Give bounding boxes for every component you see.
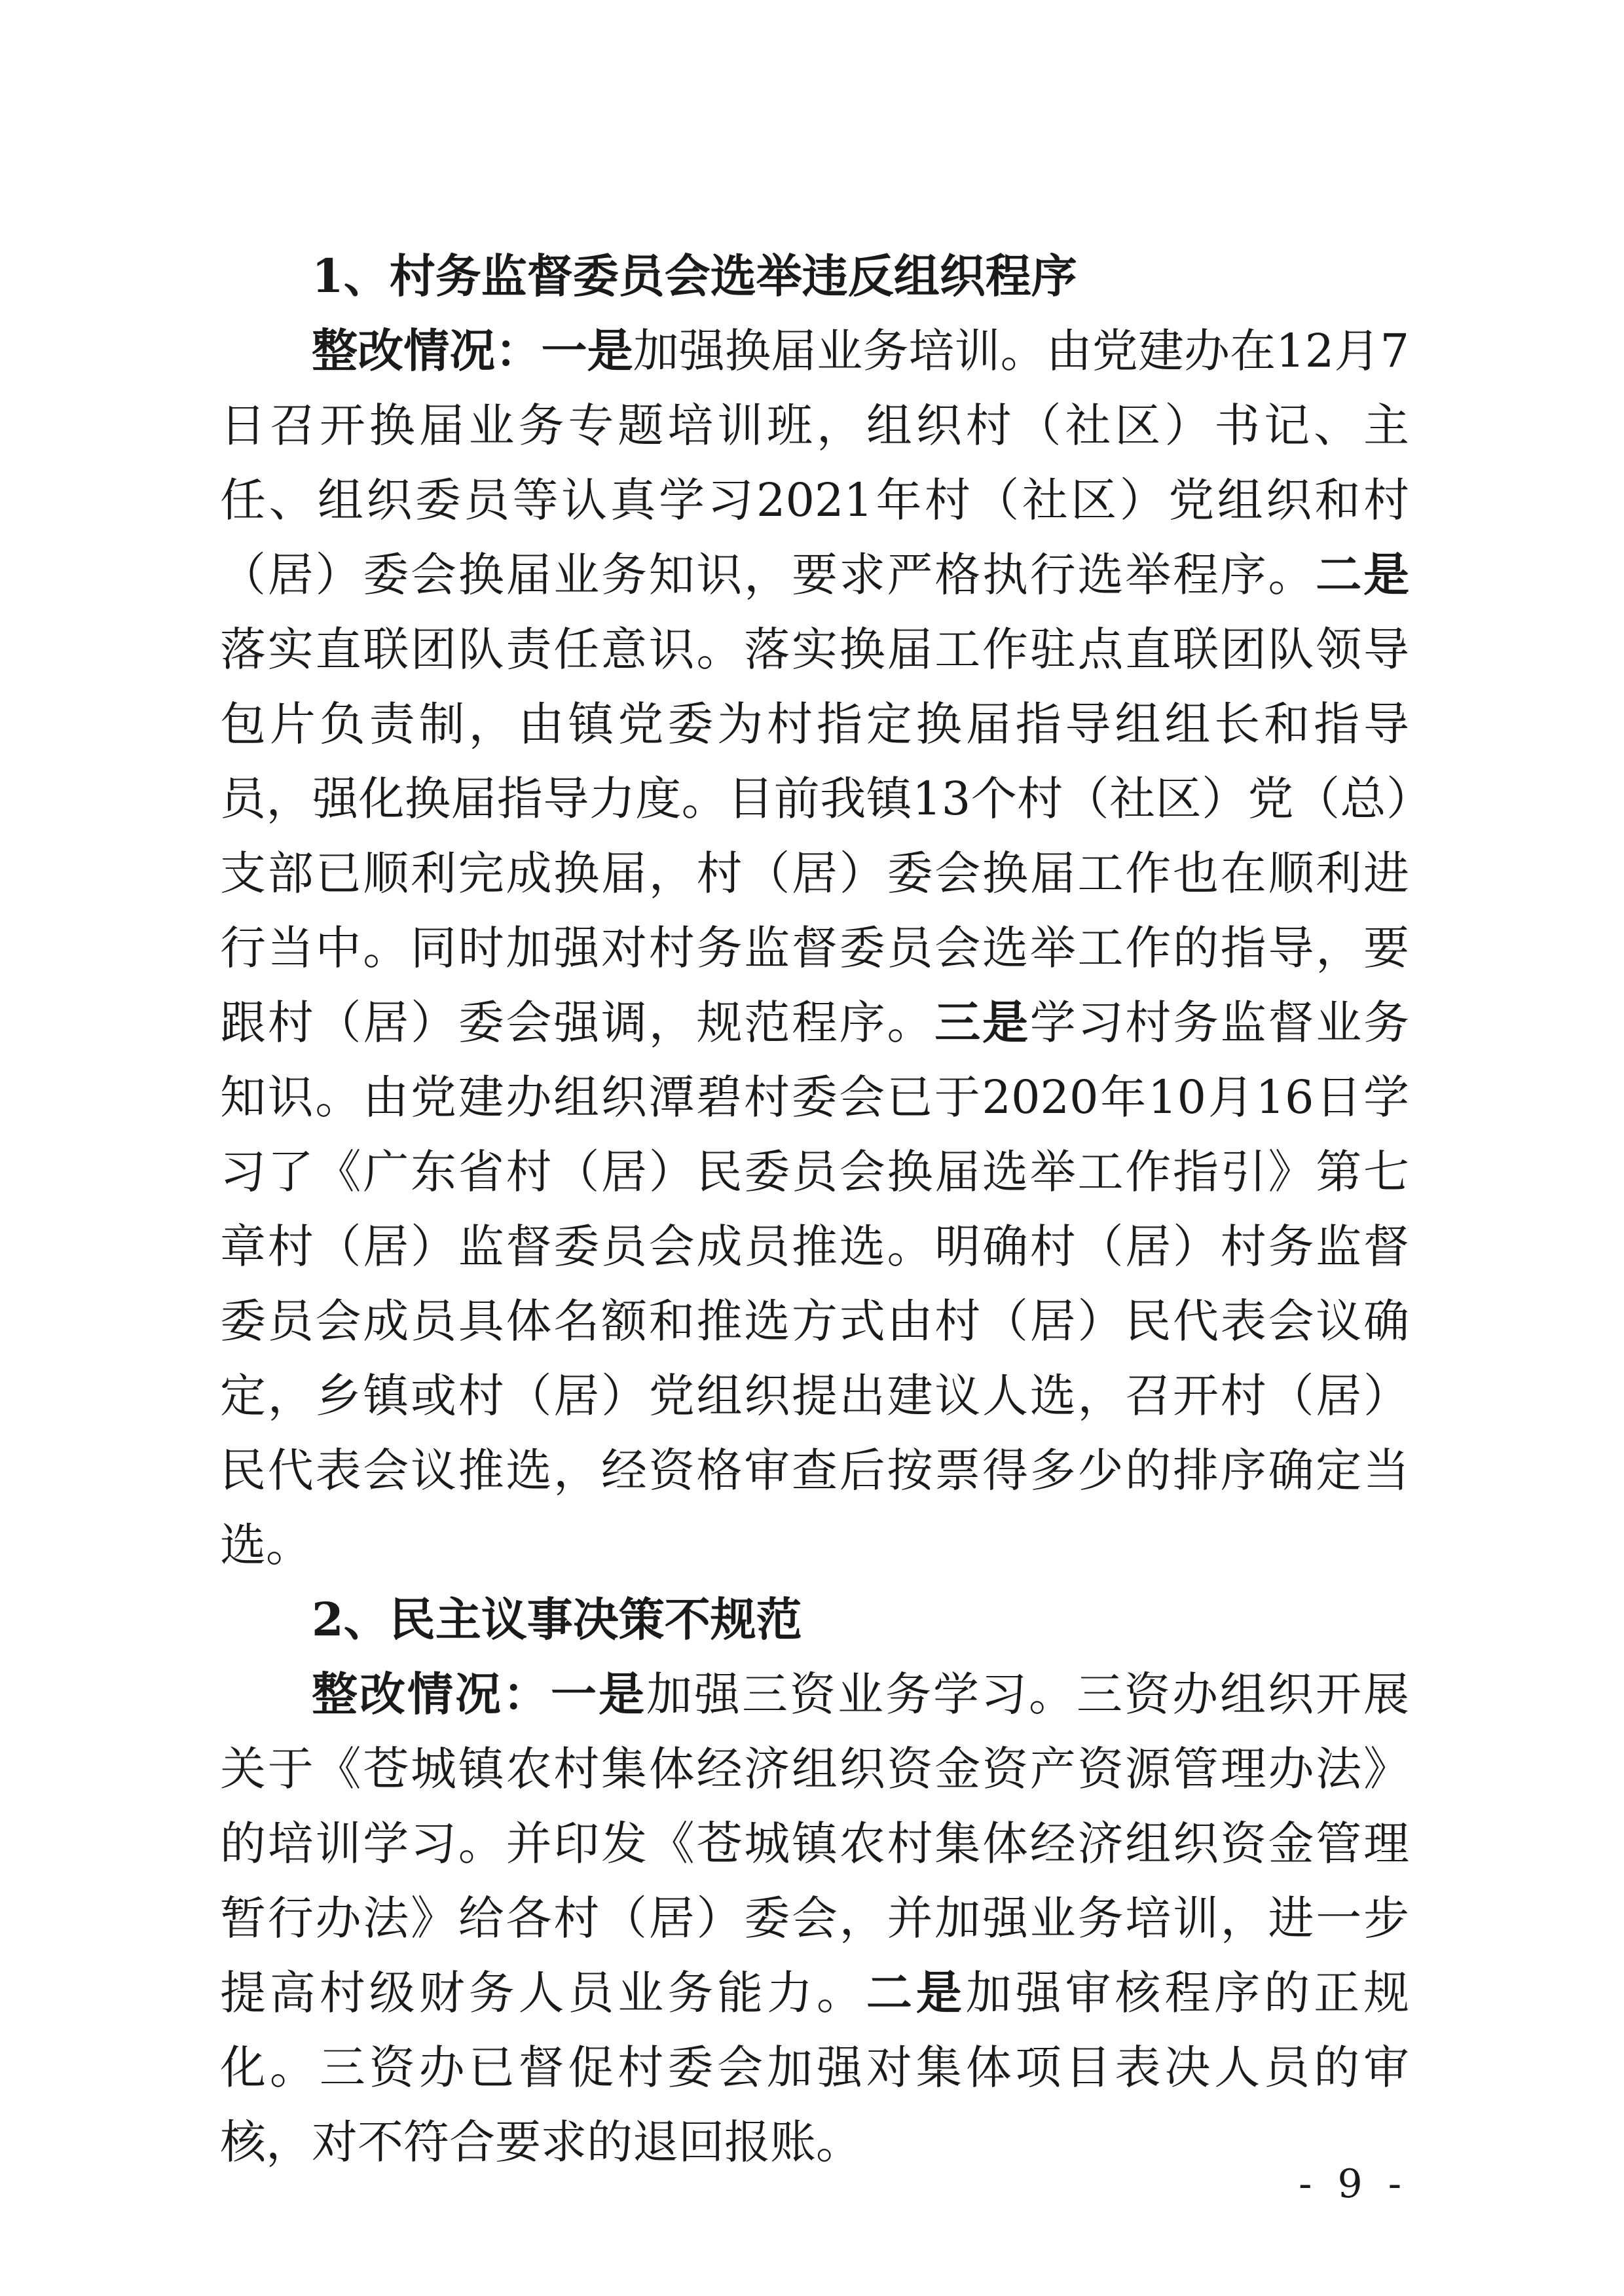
paragraph-text: 加强审核程序的正规化。三资办已督促村委会加强对集体项目表决人员的审核，对不符合要求的退回报账。 <box>220 1966 1410 2169</box>
paragraph-text: 加强换届业务培训。由党建办在12月7日召开换届业务专题培训班，组织村（社区）书记、主任、组织委员等认真学习2021年村（社区）党组织和村（居）委会换届业务知识，要求严格执行选举程序。 <box>220 324 1410 602</box>
section-heading-1: 1、村务监督委员会选举违反组织程序 <box>312 249 1077 303</box>
paragraph-text: 落实直联团队责任意识。落实换届工作驻点直联团队领导包片负责制，由镇党委为村指定换届指导组组长和指导员，强化换届指导力度。目前我镇13个村（社区）党（总）支部已顺利完成换届，村（居）委会换届工作也在顺利进行当中。同时加强对村务监督委员会选举工作的指导，要跟村（居）委会强调，规范程序。 <box>220 623 1409 1049</box>
ordinal-marker: 一是 <box>551 1667 646 1721</box>
rectification-label: 整改情况： <box>312 323 542 378</box>
ordinal-marker: 二是 <box>866 1965 966 2020</box>
section-heading-2: 2、民主议事决策不规范 <box>312 1592 802 1647</box>
rectification-label: 整改情况： <box>312 1667 551 1721</box>
paragraph-text: 加强三资业务学习。三资办组织开展关于《苍城镇农村集体经济组织资金资产资源管理办法》的培训学习。并印发《苍城镇农村集体经济组织资金管理暂行办法》给各村（居）委会，并加强业务培训，进一步提高村级财务人员业务能力。 <box>220 1667 1409 2020</box>
section-paragraph-2 <box>220 1657 1409 2179</box>
ordinal-marker: 二是 <box>1316 547 1409 602</box>
section-paragraph-1 <box>220 314 1409 1582</box>
ordinal-marker: 一是 <box>541 323 633 378</box>
document-body <box>220 239 1409 2179</box>
ordinal-marker: 三是 <box>934 995 1030 1049</box>
paragraph-text: 学习村务监督业务知识。由党建办组织潭碧村委会已于2020年10月16日学习了《广东省村（居）民委员会换届选举工作指引》第七章村（居）监督委员会成员推选。明确村（居）村务监督委员会成员具体名额和推选方式由村（居）民代表会议确定，乡镇或村（居）党组织提出建议人选，召开村（居）民代表会议推选，经资格审查后按票得多少的排序确定当选。 <box>220 996 1409 1572</box>
page-number: - 9 - <box>1299 2161 1408 2207</box>
